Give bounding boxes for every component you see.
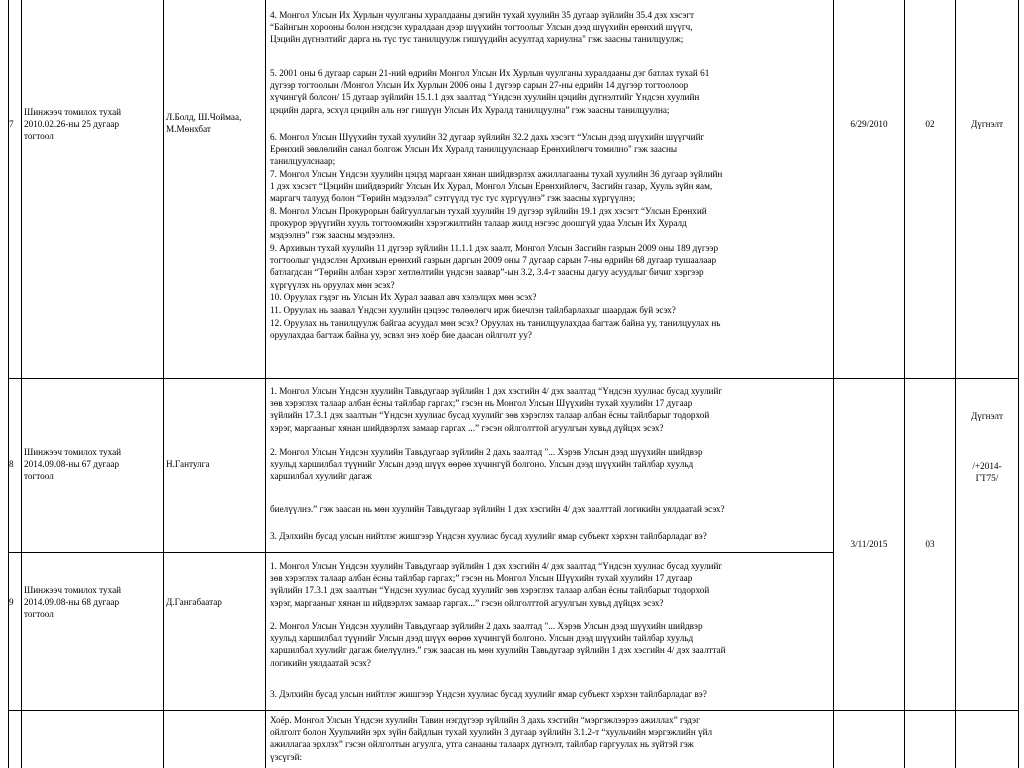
question-paragraph: биелүүлнэ.” гэж заасан нь мөн хуулийн Тавьдугаар зүйлийн 1 дэх хэсгийн 4/ дэх заалттай логикийн уялдаатай эсэх? — [270, 504, 725, 514]
document-title: Шинжээч томилох тухай 2014.09.08-ны 67 дугаар тогтоол — [24, 447, 122, 482]
question-paragraph: 10. Оруулах гэдэг нь Улсын Их Хурал заавал авч хэлэлцэх мөн эсэх? — [270, 292, 537, 302]
code: 02 — [925, 119, 935, 129]
authors: Л.Болд, Ш.Чоймаа, М.Мөнхбат — [166, 112, 242, 135]
status-reference: /+2014- ГТ75/ — [972, 461, 1002, 484]
question-paragraph: 7. Монгол Улсын Үндсэн хуулийн цэцэд маргаан хянан шийдвэрлэх ажиллагааны тухай хуулийн 36 дугаар зүйлийн 1 дэх хэсэгт “Цэцийн шийдвэрийг Улсын Их Хурал, Монгол Улсын Ерөнхийлөгч, Засгийн газар, Хууль зүйн яам, маргагч талууд болон “Төрийн мэдээлэл” сэтгүүлд тус тус хүргүүлнэ” гэж заасны хүргүүлнэ; — [270, 169, 723, 204]
merged-code: 03 — [925, 539, 935, 549]
question-paragraph: 8. Монгол Улсын Прокурорын байгууллагын тухай хуулийн 19 дүгээр зүйлийн 19.1 дэх хэсэгт “Улсын Ерөнхий прокурор эрүүгийн хууль тогтоомжийн хэрэгжилтийн талаар жилд нэгээс доошгүй удаа Улсын Их Хуралд мэдээлнэ” гэж заасны мэдээлнэ. — [270, 206, 707, 241]
column-line — [21, 0, 22, 768]
status: Дүгнэлт — [971, 411, 1003, 421]
column-line — [8, 0, 9, 768]
document-title: Шинжээч томилох тухай 2010.02.26-ны 25 дугаар тогтоол — [24, 107, 122, 142]
document-title: Шинжээч томилох тухай 2014.09.08-ны 68 дугаар тогтоол — [24, 585, 122, 620]
column-line — [955, 0, 956, 768]
question-paragraph: 4. Монгол Улсын Их Хурлын чуулганы хуралдааны дэгийн тухай хуулийн 35 дугаар зүйлийн 35.4 дэх хэсэгт “Байнгын хорооны болон нэгдсэн хуралдаан дээр шүүхийн тогтоолыг Улсын дээд шүүхийн ерөнхий шүүгч, Цэцийн дүгнэлтийг дарга нь түс тус танилцуулж гишүүдийн асуултад хариулна" гэж заасны танилцуулж; — [270, 10, 695, 45]
question-paragraph: 3. Дэлхийн бусад улсын нийтлэг жишгээр Үндсэн хуулиас бусад хуулийг ямар субъект хэрхэн тайлбарладаг вэ? — [270, 531, 707, 541]
question-paragraph: 2. Монгол Улсын Үндсэн хуулийн Тавьдугаар зүйлийн 2 дахь заалтад "... Хэрэв Улсын дээд шүүхийн шийдвэр хуульд харшилбал түүнийг Улсын дээд шүүх өөрөө хүчингүй болгоно. Улсын дээд шүүхийн тайлбар хуульд харшилбал хуулийг дагаж биелүүлнэ.” гэж заасан нь мөн хуулийн Тавьдугаар зүйлийн 1 дэх хэсгийн 4/ дэх заалттай логикийн уялдаатай эсэх? — [270, 621, 726, 668]
status: Дүгнэлт — [971, 119, 1003, 129]
row-number: 7 — [9, 119, 14, 129]
row-line — [8, 552, 833, 553]
column-line — [265, 0, 266, 768]
column-line — [833, 0, 834, 768]
row-line — [8, 710, 1018, 711]
question-paragraph: 5. 2001 оны 6 дугаар сарын 21-ний өдрийн Монгол Улсын Их Хурлын чуулганы хуралдааны дэг батлах тухай 61 дүгээр тогтоолын /Монгол Улсын Их Хурлын 2006 оны 1 дүгээр сарын 27-ны едрийн 14 дүгээр тогтоолоор хүчингүй болсон/ 15 дугаар зүйлийн 15.1.1 дэх заалтад “Үндсэн хуулийн цэцийн дүгнэлтийг Үндсэн хуулийн цэцийн дарга, эсхүл цэцийн аль нэг гишүүн Улсын Их Хуралд танилцуулна” гэж заасны танилцуулна; — [270, 68, 710, 115]
row-line — [8, 378, 1018, 379]
question-paragraph: 12. Оруулах нь танилцуулж байгаа асуудал мөн эсэх? Оруулах нь танилцуулахдаа багтаж байна уу, танилцуулах нь оруулахдаа багтаж байна уу, эсвэл энэ хоёр бие даасан ойлголт уу? — [270, 318, 721, 341]
authors: Д.Гангабаатар — [166, 597, 222, 607]
question-paragraph: 2. Монгол Улсын Үндсэн хуулийн Тавьдугаар зүйлийн 2 дахь заалтад "... Хэрэв Улсын дээд шүүхийн шийдвэр хуульд харшилбал түүнийг Улсын дээд шүүх өөрөө хүчингүй болгоно. Улсын дээд шүүхийн тайлбар хуульд харшилбал хуулийг дагаж — [270, 447, 703, 482]
question-paragraph: 1. Монгол Улсын Үндсэн хуулийн Тавьдугаар зүйлийн 1 дэх хэсгийн 4/ дэх заалтад “Үндсэн хуулиас бусад хуулийг зөв хэрэглэх талаар албан ёсны тайлбар гаргах;” гэсэн нь Монгол Улсын Шүүхийн тухай хуулийн 17 дугаар зүйлийн 17.3.1 дэх заалтын “Үндсэн хуулиас бусад хуулийг зөв хэрэглэх талаар албан ёсны тайлбарыг тодорхой хэрэг, маргааныг хянан ш ийдвэрлэх замаар гаргах...” гэсэн ойлголттой агуулгын хувьд дүйцэх эсэх? — [270, 561, 723, 608]
question-paragraph: Хоёр. Монгол Улсын Үндсэн хуулийн Тавин нэгдүгээр зүйлийн 3 дахь хэсгийн “мэргэжлээрээ ажиллах” гэдэг ойлголт болон Хуульчийн эрх зүйн байдлын тухай хуулийн 3 дугаар зүйлийн 3.1.2-т “хуульчийн мэргэжлийн үйл ажиллагаа эрхлэх” гэсэн ойлголтын агуулга, утга санааны талаарх дүгнэлт, тайлбар гаргуулах нь зүйтэй гэж үзсүгэй: — [270, 715, 713, 762]
row-number: 8 — [9, 459, 14, 469]
column-line — [904, 0, 905, 768]
question-paragraph: 3. Дэлхийн бусад улсын нийтлэг жишгээр Үндсэн хуулиас бусад хуулийг ямар субъект хэрхэн тайлбарладаг вэ? — [270, 689, 707, 699]
merged-date: 3/11/2015 — [850, 539, 888, 549]
question-paragraph: 6. Монгол Улсын Шүүхийн тухай хуулийн 32 дугаар зүйлийн 32.2 дахь хэсэгт “Улсын дээд шүүхийн шүүгчийг Ерөнхий зөвлөлийн санал болгож Улсын Их Хуралд танилцуулснаар Ерөнхийлөгч томилно" гэж заасны танилцуулснаар; — [270, 132, 705, 167]
question-paragraph: 1. Монгол Улсын Үндсэн хуулийн Тавьдугаар зүйлийн 1 дэх хэсгийн 4/ дэх заалтад “Үндсэн хуулиас бусад хуулийг зөв хэрэглэх талаар албан ёсны тайлбар гаргах;” гэсэн нь Монгол Улсын Шүүхийн тухай хуулийн 17 дугаар зүйлийн 17.3.1 дэх заалтын “Үндсэн хуулиас бусад хуулийг зөв хэрэглэх талаар албан ёсны тайлбарыг тодорхой хэрэг, маргааныг хянан шийдвэрлэх замаар гаргах ...” гэсэн ойлголттой агуулгын хувьд дүйцэх эсэх? — [270, 386, 723, 433]
column-line — [163, 0, 164, 768]
question-paragraph: 11. Оруулах нь заавал Үндсэн хуулийн цэцээс төлөөлөгч ирж биечлэн тайлбарлахыг шаардаж буй эсэх? — [270, 305, 676, 315]
date: 6/29/2010 — [850, 119, 888, 129]
authors: Н.Гантулга — [166, 459, 210, 469]
column-line — [1018, 0, 1019, 768]
row-number: 9 — [9, 597, 14, 607]
question-paragraph: 9. Архивын тухай хуулийн 11 дүгээр зүйлийн 11.1.1 дэх заалт, Монгол Улсын Засгийн газрын 2009 оны 189 дүгээр тогтоолыг үндэслэн Архивын ерөнхий газрын даргын 2009 оны 7 дугаар сарын 7-ны өдрийн 68 дугаар тушаалаар батлагдсан “Төрийн албан хэрэг хөтлөлтийн үндсэн заавар”-ын 3.2, 3.4-т заасны дагуу асуудлыг бичиг хэргээр хүргүүлэх нь оруулах мөн эсэх? — [270, 243, 719, 290]
